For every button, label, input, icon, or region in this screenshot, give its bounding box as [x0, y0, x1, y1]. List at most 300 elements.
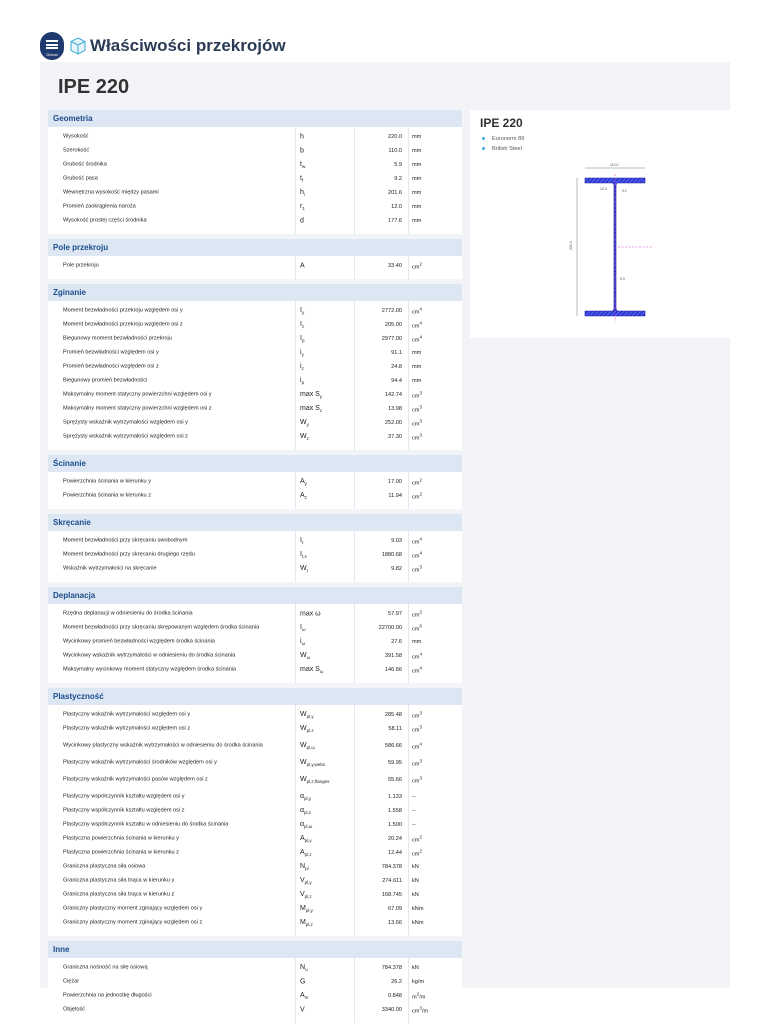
property-label: Sprężysty wskaźnik wytrzymałości względem osi y — [63, 419, 188, 426]
standard-item: Euronorm 89 — [482, 136, 524, 142]
symbol-subscript: t,s — [301, 554, 307, 560]
unit-base: cm — [412, 837, 420, 844]
symbol-base: d — [300, 217, 304, 225]
property-value: 3340.00 — [381, 1007, 402, 1013]
unit-base: kN — [412, 892, 419, 898]
section-info-card — [470, 110, 730, 338]
property-symbol — [300, 638, 305, 646]
property-unit — [412, 364, 421, 370]
property-value: 91.1 — [391, 350, 402, 356]
symbol-base: N — [300, 862, 306, 870]
unit-exponent: 2 — [419, 834, 422, 840]
property-symbol — [300, 218, 304, 225]
property-unit — [412, 176, 421, 182]
property-symbol — [300, 611, 321, 618]
property-label: Powierzchnia na jednostkę długości — [63, 992, 152, 999]
symbol-subscript: z — [301, 366, 304, 372]
unit-base: cm — [412, 727, 420, 734]
symbol-base: V — [300, 890, 305, 898]
section-body — [48, 256, 462, 279]
unit-base: cm — [412, 668, 420, 675]
table-row — [48, 961, 462, 975]
unit-base: kN — [412, 864, 419, 870]
property-symbol — [300, 624, 305, 632]
property-label: Graniczna plastyczna siła tnąca w kierunku y — [63, 877, 175, 884]
symbol-subscript: ω — [319, 669, 324, 675]
property-symbol — [300, 849, 312, 857]
symbol-subscript: t — [306, 568, 308, 574]
property-value: 9.82 — [391, 566, 402, 572]
logo-text: Dlubal — [46, 52, 58, 57]
property-symbol — [300, 725, 314, 733]
property-symbol — [300, 263, 305, 270]
symbol-subscript: ω — [306, 655, 311, 661]
property-unit — [412, 162, 421, 168]
section-body — [48, 705, 462, 936]
symbol-subscript: pl,z — [304, 894, 312, 900]
table-row — [48, 975, 462, 989]
table-row — [48, 360, 462, 374]
unit-exponent: 4 — [419, 741, 422, 747]
unit-exponent: 3 — [419, 418, 422, 424]
property-unit — [412, 639, 421, 645]
property-label: Promień bezwładności względem osi y — [63, 349, 159, 356]
properties-table — [48, 110, 462, 1023]
symbol-subscript: pl,z — [304, 852, 312, 858]
property-value: 37.30 — [388, 434, 402, 440]
unit-suffix: /m — [419, 994, 426, 1001]
property-unit — [412, 624, 422, 633]
property-symbol — [300, 652, 310, 660]
property-label: Graniczny plastyczny moment zginający względem osi z — [63, 919, 203, 926]
cube-icon — [70, 37, 86, 55]
unit-base: cm — [412, 323, 420, 330]
unit-base: cm — [412, 761, 420, 768]
table-row — [48, 548, 462, 562]
table-row — [48, 158, 462, 172]
property-unit — [412, 965, 419, 971]
property-unit — [412, 742, 422, 751]
property-label: Grubość pasa — [63, 175, 98, 182]
property-symbol — [300, 134, 304, 141]
symbol-base: i — [300, 637, 302, 645]
property-value: 110.0 — [388, 148, 402, 154]
property-symbol — [300, 877, 312, 885]
unit-base: cm — [412, 626, 420, 633]
property-unit — [412, 979, 424, 985]
table-row — [48, 534, 462, 548]
symbol-subscript: pl,y — [305, 908, 313, 914]
unit-base: cm — [412, 421, 420, 428]
property-value: 12.0 — [391, 204, 402, 210]
property-label: Plastyczny wskaźnik wytrzymałości pasów względem osi z — [63, 776, 208, 783]
property-value: 20.24 — [388, 836, 402, 842]
property-unit — [412, 892, 419, 898]
property-unit — [412, 652, 422, 661]
symbol-subscript: pl,y — [304, 880, 312, 886]
table-row — [48, 489, 462, 503]
symbol-base: max ω — [300, 610, 321, 618]
symbol-base: A — [300, 491, 305, 499]
property-symbol — [300, 175, 303, 183]
table-row — [48, 318, 462, 332]
symbol-base: max S — [300, 404, 320, 412]
table-row — [48, 832, 462, 846]
property-label: Plastyczna powierzchnia ścinania w kierunku z — [63, 849, 179, 856]
property-label: Szerokość — [63, 147, 90, 154]
content-panel — [40, 62, 730, 1015]
property-symbol — [300, 161, 305, 169]
symbol-subscript: w — [301, 164, 306, 170]
symbol-subscript: t — [301, 540, 304, 546]
table-row — [48, 902, 462, 916]
symbol-subscript: y — [304, 481, 307, 487]
property-unit — [412, 405, 422, 414]
unit-base: mm — [412, 176, 422, 182]
property-symbol — [300, 919, 313, 927]
table-row — [48, 144, 462, 158]
unit-exponent: 3 — [419, 432, 422, 438]
symbol-base: W — [300, 418, 307, 426]
section-header: Zginanie — [48, 284, 462, 301]
property-unit — [412, 610, 422, 619]
symbol-subscript: m — [304, 995, 309, 1001]
symbol-base: N — [300, 963, 306, 971]
property-unit — [412, 204, 421, 210]
table-row — [48, 430, 462, 444]
property-label: Plastyczny współczynnik kształtu w odniesieniu do środka ścinania — [63, 821, 229, 828]
property-symbol — [300, 905, 313, 913]
unit-base: -- — [412, 808, 416, 814]
property-symbol — [300, 964, 308, 972]
property-value: 9.03 — [391, 538, 402, 544]
table-row — [48, 635, 462, 649]
section-header: Pole przekroju — [48, 239, 462, 256]
property-symbol — [300, 335, 304, 343]
property-value: 67.09 — [388, 906, 402, 912]
symbol-subscript: pl — [305, 866, 309, 872]
symbol-base: A — [300, 262, 305, 270]
property-symbol — [300, 321, 304, 329]
property-label: Graniczna plastyczna siła osiowa — [63, 863, 146, 870]
symbol-base: W — [300, 432, 307, 440]
property-symbol — [300, 433, 309, 441]
property-value: 1.133 — [388, 794, 402, 800]
property-label: Graniczny plastyczny moment zginający względem osi y — [63, 905, 203, 912]
symbol-subscript: u — [305, 967, 308, 973]
table-row — [48, 916, 462, 930]
symbol-subscript: 1 — [302, 206, 305, 212]
unit-exponent: 4 — [419, 651, 422, 657]
symbol-subscript: p — [301, 380, 305, 386]
property-value: 201.6 — [388, 190, 402, 196]
unit-base: mm — [412, 218, 422, 224]
symbol-base: V — [300, 876, 305, 884]
property-unit — [412, 794, 416, 800]
property-label: Plastyczny wskaźnik wytrzymałości środników względem osi y — [63, 759, 217, 766]
symbol-base: α — [300, 806, 305, 814]
section-body — [48, 604, 462, 683]
property-unit — [412, 878, 419, 884]
property-value: 220.0 — [388, 134, 402, 140]
symbol-base: α — [300, 792, 305, 800]
unit-base: m — [412, 994, 417, 1001]
property-value: 13.66 — [388, 920, 402, 926]
property-unit — [412, 433, 422, 442]
property-symbol — [300, 835, 312, 843]
table-row — [48, 200, 462, 214]
property-unit — [412, 551, 422, 560]
unit-base: -- — [412, 822, 416, 828]
property-label: Plastyczny wskaźnik wytrzymałości względem osi z — [63, 725, 191, 732]
table-row — [48, 562, 462, 576]
standards-list — [482, 136, 524, 156]
unit-exponent: 2 — [419, 477, 422, 483]
symbol-subscript: i — [303, 192, 305, 198]
table-row — [48, 804, 462, 818]
property-value: 55.66 — [388, 777, 402, 783]
symbol-subscript: y — [301, 310, 305, 316]
property-symbol — [300, 711, 314, 719]
symbol-base: h — [300, 133, 304, 141]
table-row — [48, 607, 462, 621]
symbol-base: W — [300, 710, 307, 718]
property-label: Plastyczny współczynnik kształtu względem osi y — [63, 793, 185, 800]
property-label: Maksymalny moment statyczny powierzchni względem osi z — [63, 405, 212, 412]
property-value: 17.00 — [388, 479, 402, 485]
symbol-base: V — [300, 1006, 305, 1014]
table-row — [48, 475, 462, 489]
property-unit — [412, 391, 422, 400]
property-unit — [412, 492, 422, 501]
symbol-subscript: z — [306, 436, 309, 442]
property-unit — [412, 725, 422, 734]
property-label: Powierzchnia ścinania w kierunku y — [63, 478, 151, 485]
property-value: 9.2 — [394, 176, 402, 182]
table-row — [48, 186, 462, 200]
property-label: Grubość środnika — [63, 161, 107, 168]
property-value: 22700.00 — [378, 625, 402, 631]
property-symbol — [300, 807, 311, 815]
property-label: Wycinkowy plastyczny wskaźnik wytrzymałości w odniesieniu do środka ścinania — [63, 742, 263, 749]
table-row — [48, 888, 462, 902]
property-symbol — [300, 1007, 305, 1014]
property-label: Graniczna nośność na siłę osiową — [63, 964, 148, 971]
unit-base: kN — [412, 878, 419, 884]
table-row — [48, 416, 462, 430]
property-label: Moment bezwładności przy skręcaniu swobodnym — [63, 537, 188, 544]
unit-exponent: 6 — [419, 623, 422, 629]
property-value: 252.00 — [384, 420, 402, 426]
property-label: Wskaźnik wytrzymałości na skręcanie — [63, 565, 157, 572]
property-unit — [412, 822, 416, 828]
symbol-base: A — [300, 834, 305, 842]
table-row — [48, 790, 462, 804]
property-label: Wysokość — [63, 133, 89, 140]
symbol-base: t — [300, 160, 302, 168]
symbol-base: W — [300, 651, 307, 659]
section-header: Geometria — [48, 110, 462, 127]
property-symbol — [300, 742, 315, 750]
symbol-base: W — [300, 564, 307, 572]
property-label: Ciężar — [63, 978, 80, 985]
section-header: Ścinanie — [48, 455, 462, 472]
property-unit — [412, 307, 422, 316]
section-header: Deplanacja — [48, 587, 462, 604]
property-value: 12.44 — [388, 850, 402, 856]
section-body — [48, 301, 462, 450]
property-label: Wycinkowy promień bezwładności względem środka ścinania — [63, 638, 215, 645]
symbol-subscript: y — [301, 352, 304, 358]
table-row — [48, 172, 462, 186]
table-row — [48, 304, 462, 318]
property-symbol — [300, 992, 308, 1000]
property-symbol — [300, 565, 308, 573]
unit-base: kg/m — [412, 979, 425, 985]
symbol-subscript: pl,z,flanges — [306, 779, 330, 785]
unit-base: cm — [412, 1008, 420, 1015]
property-label: Rzędna deplanacji w odniesieniu do środka ścinania — [63, 610, 193, 617]
page-title: IPE 220 — [58, 76, 130, 98]
property-value: 586.66 — [384, 743, 402, 749]
property-label: Plastyczny wskaźnik wytrzymałości względem osi y — [63, 711, 191, 718]
property-value: 784.378 — [381, 965, 402, 971]
property-symbol — [300, 821, 312, 829]
symbol-base: A — [300, 477, 305, 485]
unit-base: mm — [412, 350, 422, 356]
property-symbol — [300, 891, 312, 899]
property-unit — [412, 992, 425, 1001]
symbol-base: I — [300, 334, 302, 342]
property-label: Pole przekroju — [63, 262, 99, 269]
symbol-base: W — [300, 758, 307, 766]
property-symbol — [300, 478, 307, 486]
symbol-base: I — [300, 320, 302, 328]
property-value: 274.611 — [382, 878, 402, 884]
unit-suffix: /m — [421, 1008, 429, 1015]
symbol-base: i — [300, 362, 302, 370]
unit-base: mm — [412, 162, 422, 168]
property-label: Moment bezwładności przy skręcaniu drugiego rzędu — [63, 551, 195, 558]
symbol-subscript: y — [319, 394, 323, 400]
symbol-subscript: pl,y — [304, 838, 312, 844]
table-row — [48, 722, 462, 736]
unit-base: cm — [412, 567, 420, 574]
unit-exponent: 2 — [419, 848, 422, 854]
symbol-base: max S — [300, 665, 320, 673]
property-label: Powierzchnia ścinania w kierunku z — [63, 492, 151, 499]
property-symbol — [300, 363, 304, 371]
table-row — [48, 736, 462, 756]
symbol-base: b — [300, 147, 304, 155]
unit-exponent: 2 — [419, 609, 422, 615]
standard-item: British Steel — [482, 146, 524, 152]
table-row — [48, 1003, 462, 1017]
property-label: Maksymalny moment statyczny powierzchni względem osi y — [63, 391, 212, 398]
property-symbol — [300, 307, 304, 315]
property-unit — [412, 808, 416, 814]
table-row — [48, 346, 462, 360]
table-row — [48, 259, 462, 273]
table-row — [48, 130, 462, 144]
property-value: 784.378 — [381, 864, 402, 870]
property-value: 146.66 — [384, 667, 402, 673]
unit-base: kNm — [412, 906, 424, 912]
property-value: 5.9 — [394, 162, 402, 168]
unit-base: mm — [412, 364, 422, 370]
property-symbol — [300, 863, 309, 871]
property-value: 0.848 — [388, 993, 402, 999]
unit-base: kN — [412, 965, 419, 971]
section-name: IPE 220 — [480, 116, 523, 130]
property-unit — [412, 148, 421, 154]
unit-exponent: 3 — [419, 710, 422, 716]
symbol-base: max S — [300, 390, 320, 398]
property-value: 33.40 — [388, 263, 402, 269]
unit-base: cm — [412, 393, 420, 400]
unit-exponent: 2 — [419, 491, 422, 497]
property-label: Promień bezwładności względem osi z — [63, 363, 159, 370]
symbol-subscript: pl,y — [304, 796, 312, 802]
property-value: 11.94 — [388, 493, 402, 499]
symbol-base: W — [300, 724, 307, 732]
table-row — [48, 663, 462, 677]
property-value: 13.98 — [388, 406, 402, 412]
property-unit — [412, 419, 422, 428]
table-row — [48, 818, 462, 832]
property-unit — [412, 321, 422, 330]
property-symbol — [300, 551, 307, 559]
symbol-base: A — [300, 848, 305, 856]
property-value: 168.745 — [381, 892, 402, 898]
section-body — [48, 472, 462, 509]
unit-base: mm — [412, 378, 422, 384]
property-symbol — [300, 148, 304, 155]
property-symbol — [300, 492, 307, 500]
property-symbol — [300, 189, 305, 197]
property-unit — [412, 849, 422, 858]
property-value: 26.2 — [391, 979, 402, 985]
unit-exponent: 3 — [419, 564, 422, 570]
symbol-subscript: p — [301, 338, 305, 344]
unit-base: mm — [412, 190, 422, 196]
symbol-subscript: f — [301, 178, 304, 184]
unit-base: cm — [412, 713, 420, 720]
property-unit — [412, 565, 422, 574]
symbol-base: h — [300, 188, 304, 196]
symbol-subscript: pl,z — [306, 728, 314, 734]
property-unit — [412, 666, 422, 675]
property-label: Sprężysty wskaźnik wytrzymałości względem osi z — [63, 433, 188, 440]
symbol-base: r — [300, 202, 303, 210]
symbol-subscript: ω — [301, 641, 306, 647]
section-header: Skręcanie — [48, 514, 462, 531]
unit-exponent: 2 — [419, 261, 422, 267]
property-unit — [412, 776, 422, 785]
table-row — [48, 332, 462, 346]
property-symbol — [300, 419, 309, 427]
table-row — [48, 756, 462, 770]
property-symbol — [300, 391, 322, 399]
property-unit — [412, 537, 422, 546]
property-symbol — [300, 776, 329, 784]
app-title: Właściwości przekrojów — [90, 36, 286, 55]
table-row — [48, 402, 462, 416]
table-row — [48, 846, 462, 860]
table-row — [48, 874, 462, 888]
property-label: Wycinkowy wskaźnik wytrzymałości w odniesieniu do środka ścinania — [63, 652, 236, 659]
table-row — [48, 770, 462, 790]
